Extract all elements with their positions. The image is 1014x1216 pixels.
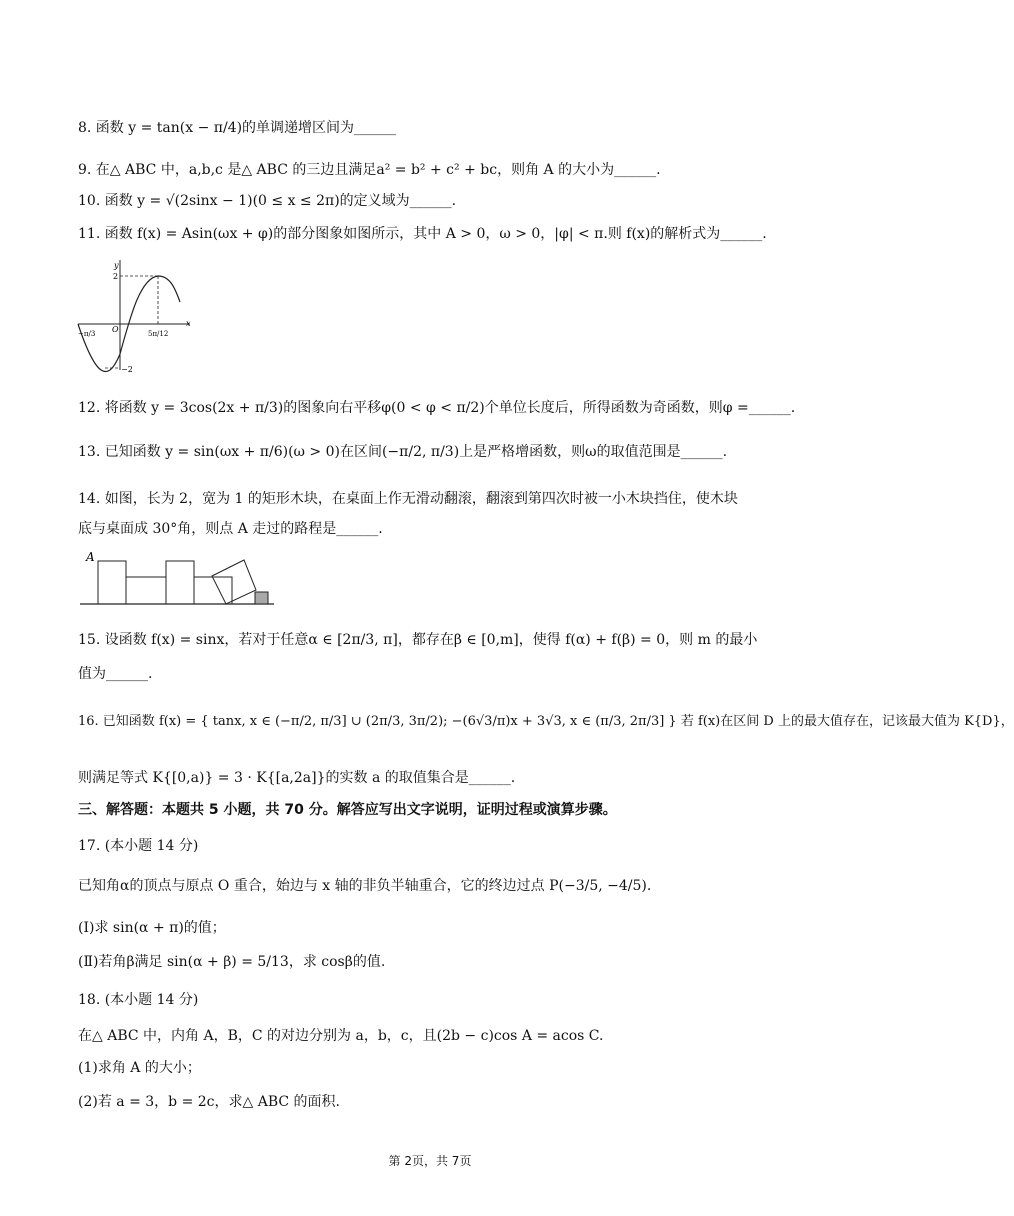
problem-17-part2: (Ⅱ)若角β满足 sin(α + β) = 5/13，求 cosβ的值.	[78, 954, 386, 970]
question-9: 9. 在△ ABC 中，a,b,c 是△ ABC 的三边且满足a² = b² + c² + bc，则角 A 的大小为______.	[78, 162, 661, 178]
question-14-line2: 底与桌面成 30°角，则点 A 走过的路程是______.	[78, 521, 383, 537]
question-16: 16. 已知函数 f(x) = { tanx, x ∈ (−π/2, π/3] ∪ (2π/3, 3π/2); −(6√3/π)x + 3√3, x ∈ (π/3, 2π/3] } 若 f(x)在区间 D 上的最大值存在，记该最大值为 K{D}，	[78, 714, 1014, 729]
question-8: 8. 函数 y = tan(x − π/4)的单调递增区间为______	[78, 120, 397, 136]
section-heading: 三、解答题：本题共 5 小题，共 70 分。解答应写出文字说明，证明过程或演算步骤。	[78, 802, 617, 818]
problem-18-title: 18. (本小题 14 分)	[78, 992, 199, 1008]
point-a-label: A	[86, 550, 95, 564]
problem-18-part1: (1)求角 A 的大小；	[78, 1060, 201, 1076]
block-standing-1	[98, 561, 126, 604]
question-10: 10. 函数 y = √(2sinx − 1)(0 ≤ x ≤ 2π)的定义域为______.	[78, 193, 457, 209]
problem-18-part2: (2)若 a = 3，b = 2c，求△ ABC 的面积.	[78, 1094, 340, 1110]
block-tilted	[212, 560, 256, 604]
block-lying	[126, 577, 166, 604]
question-14-line1: 14. 如图，长为 2，宽为 1 的矩形木块，在桌面上作无滑动翻滚，翻滚到第四次时被一小木块挡住，使木块	[78, 491, 738, 507]
rolling-block-figure	[78, 548, 278, 608]
question-16-line2: 则满足等式 K{[0,a)} = 3 · K{[a,2a]}的实数 a 的取值集合是______.	[78, 770, 516, 786]
question-15-line1: 15. 设函数 f(x) = sinx，若对于任意α ∈ [2π/3, π]，都存在β ∈ [0,m]，使得 f(α) + f(β) = 0，则 m 的最小	[78, 632, 758, 648]
y-max-label: 2	[113, 272, 119, 281]
problem-17-stem: 已知角α的顶点与原点 O 重合，始边与 x 轴的非负半轴重合，它的终边过点 P(−3/5, −4/5).	[78, 878, 652, 894]
origin-label: O	[112, 325, 119, 334]
question-13: 13. 已知函数 y = sin(ωx + π/6)(ω > 0)在区间(−π/2, π/3)上是严格增函数，则ω的取值范围是______.	[78, 444, 728, 460]
page-footer: 第 2页，共 7页	[388, 1154, 472, 1168]
block-standing-2	[166, 561, 194, 604]
question-15-line2: 值为______.	[78, 666, 153, 682]
question-12: 12. 将函数 y = 3cos(2x + π/3)的图象向右平移φ(0 < φ < π/2)个单位长度后，所得函数为奇函数，则φ =______.	[78, 400, 796, 416]
block-lying-2	[194, 577, 232, 604]
sine-graph-figure	[78, 258, 198, 373]
problem-17-title: 17. (本小题 14 分)	[78, 838, 199, 854]
small-stopper-block	[255, 592, 268, 604]
problem-18-stem: 在△ ABC 中，内角 A，B，C 的对边分别为 a，b，c，且(2b − c)cos A = acos C.	[78, 1028, 604, 1044]
left-tick-label: −π/3	[78, 330, 96, 338]
problem-17-part1: (Ⅰ)求 sin(α + π)的值；	[78, 920, 226, 936]
right-tick-label: 5π/12	[148, 330, 169, 338]
y-axis-label: y	[114, 261, 119, 270]
x-axis-label: x	[186, 319, 191, 328]
question-11: 11. 函数 f(x) = Asin(ωx + φ)的部分图象如图所示，其中 A > 0，ω > 0，|φ| < π.则 f(x)的解析式为______.	[78, 226, 767, 242]
y-min-label: −2	[121, 365, 133, 374]
